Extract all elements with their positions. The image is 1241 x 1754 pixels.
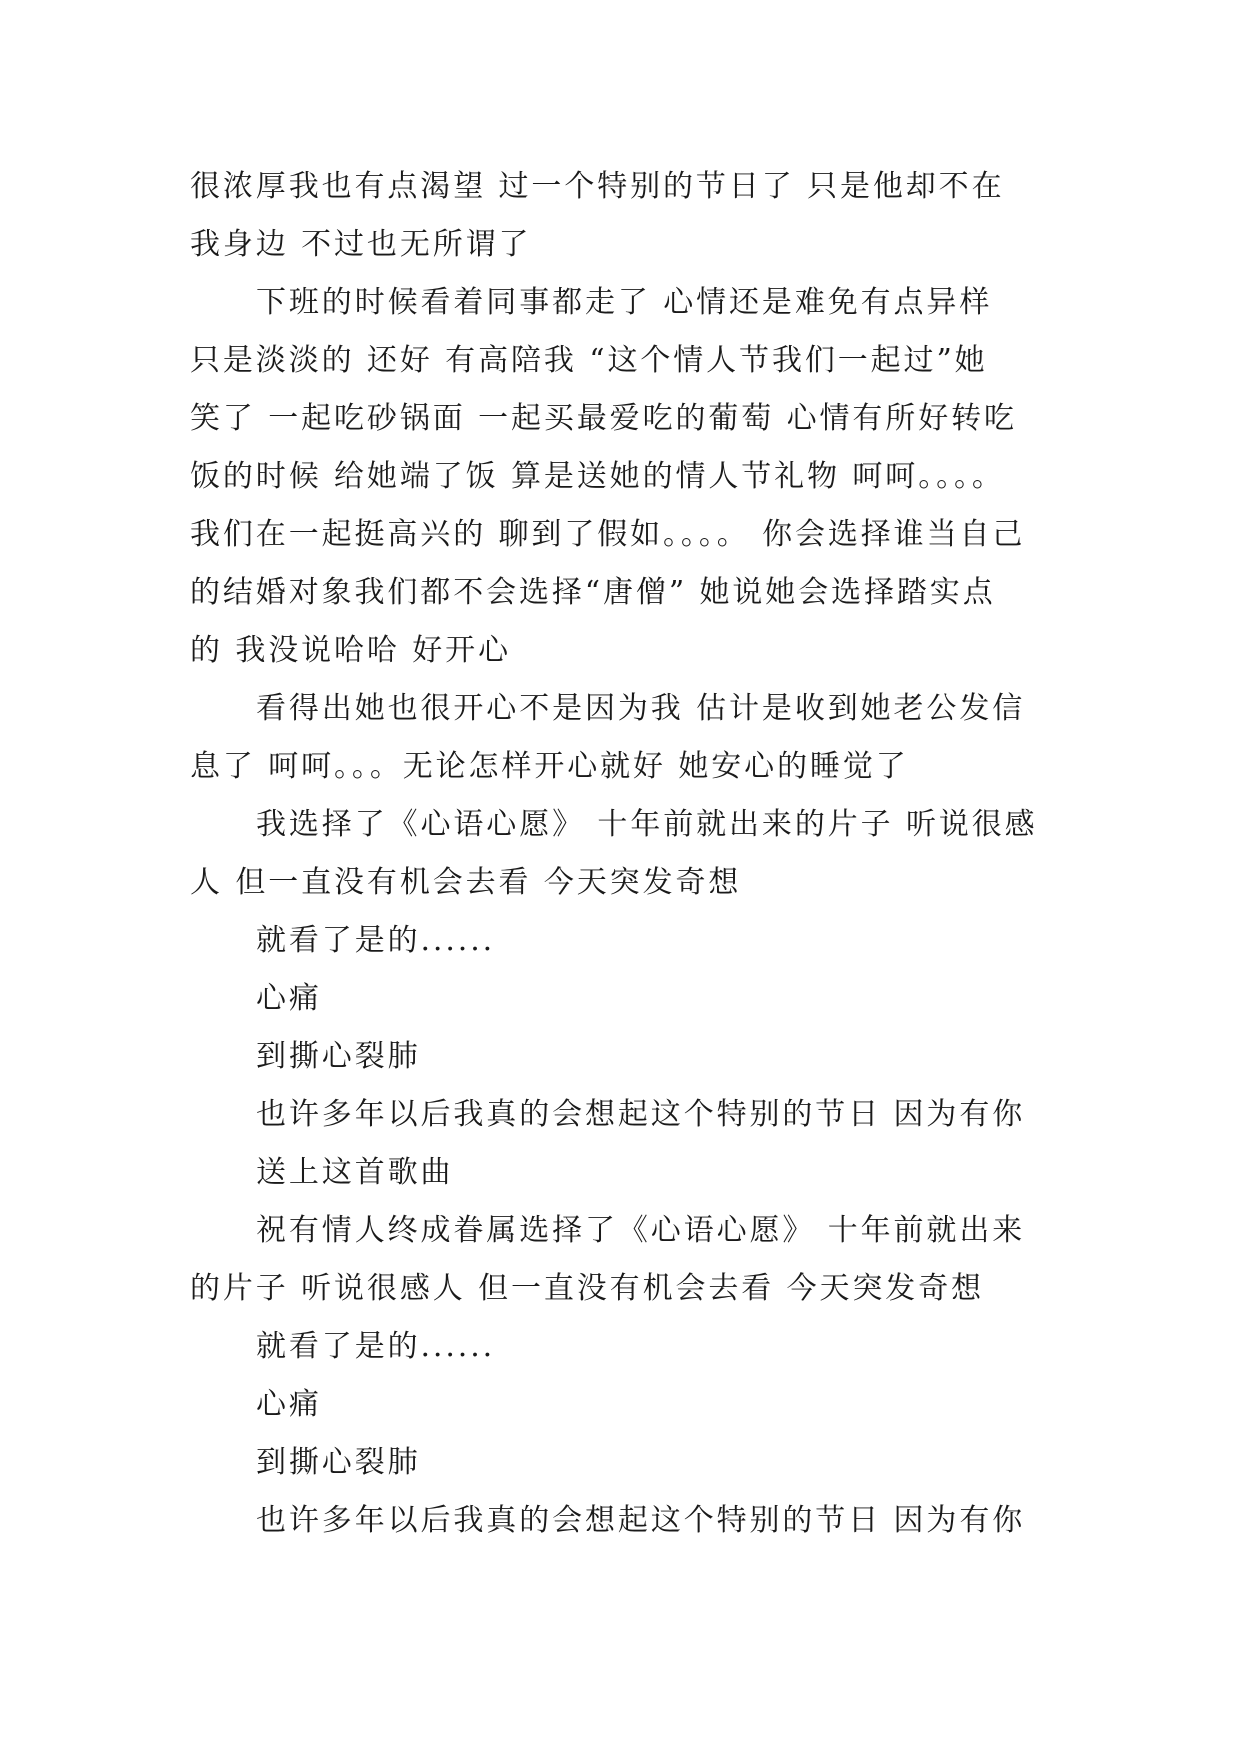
text-line: 到撕心裂肺 <box>256 1445 421 1480</box>
text-line: 下班的时候看着同事都走了 心情还是难免有点异样 <box>256 285 993 320</box>
text-line: 只是淡淡的 还好 有高陪我 “这个情人节我们一起过”她 <box>190 343 988 378</box>
text-line: 就看了是的...... <box>256 923 496 958</box>
document-body <box>190 158 1060 1550</box>
text-line: 人 但一直没有机会去看 今天突发奇想 <box>190 865 742 900</box>
text-line: 饭的时候 给她端了饭 算是送她的情人节礼物 呵呵。。。。 <box>190 459 1005 494</box>
text-line: 息了 呵呵。。。无论怎样开心就好 她安心的睡觉了 <box>190 749 909 784</box>
text-line: 也许多年以后我真的会想起这个特别的节日 因为有你 <box>256 1097 1026 1132</box>
text-line: 心痛 <box>256 981 322 1016</box>
text-line: 祝有情人终成眷属选择了《心语心愿》 十年前就出来 <box>256 1213 1026 1248</box>
text-line: 我选择了《心语心愿》 十年前就出来的片子 听说很感 <box>256 807 1038 842</box>
text-line: 我们在一起挺高兴的 聊到了假如。。。。 你会选择谁当自己 <box>190 517 1026 552</box>
text-line: 看得出她也很开心不是因为我 估计是收到她老公发信 <box>256 691 1026 726</box>
text-line: 心痛 <box>256 1387 322 1422</box>
text-line: 的 我没说哈哈 好开心 <box>190 633 511 668</box>
text-line: 我身边 不过也无所谓了 <box>190 227 532 262</box>
text-line: 的片子 听说很感人 但一直没有机会去看 今天突发奇想 <box>190 1271 985 1306</box>
text-line: 送上这首歌曲 <box>256 1155 454 1190</box>
text-line: 笑了 一起吃砂锅面 一起买最爱吃的葡萄 心情有所好转吃 <box>190 401 1017 436</box>
text-line: 的结婚对象我们都不会选择“唐僧” 她说她会选择踏实点 <box>190 575 996 610</box>
text-line: 就看了是的...... <box>256 1329 496 1364</box>
text-line: 很浓厚我也有点渴望 过一个特别的节日了 只是他却不在 <box>190 169 1005 204</box>
text-line: 也许多年以后我真的会想起这个特别的节日 因为有你 <box>256 1503 1026 1538</box>
text-line: 到撕心裂肺 <box>256 1039 421 1074</box>
